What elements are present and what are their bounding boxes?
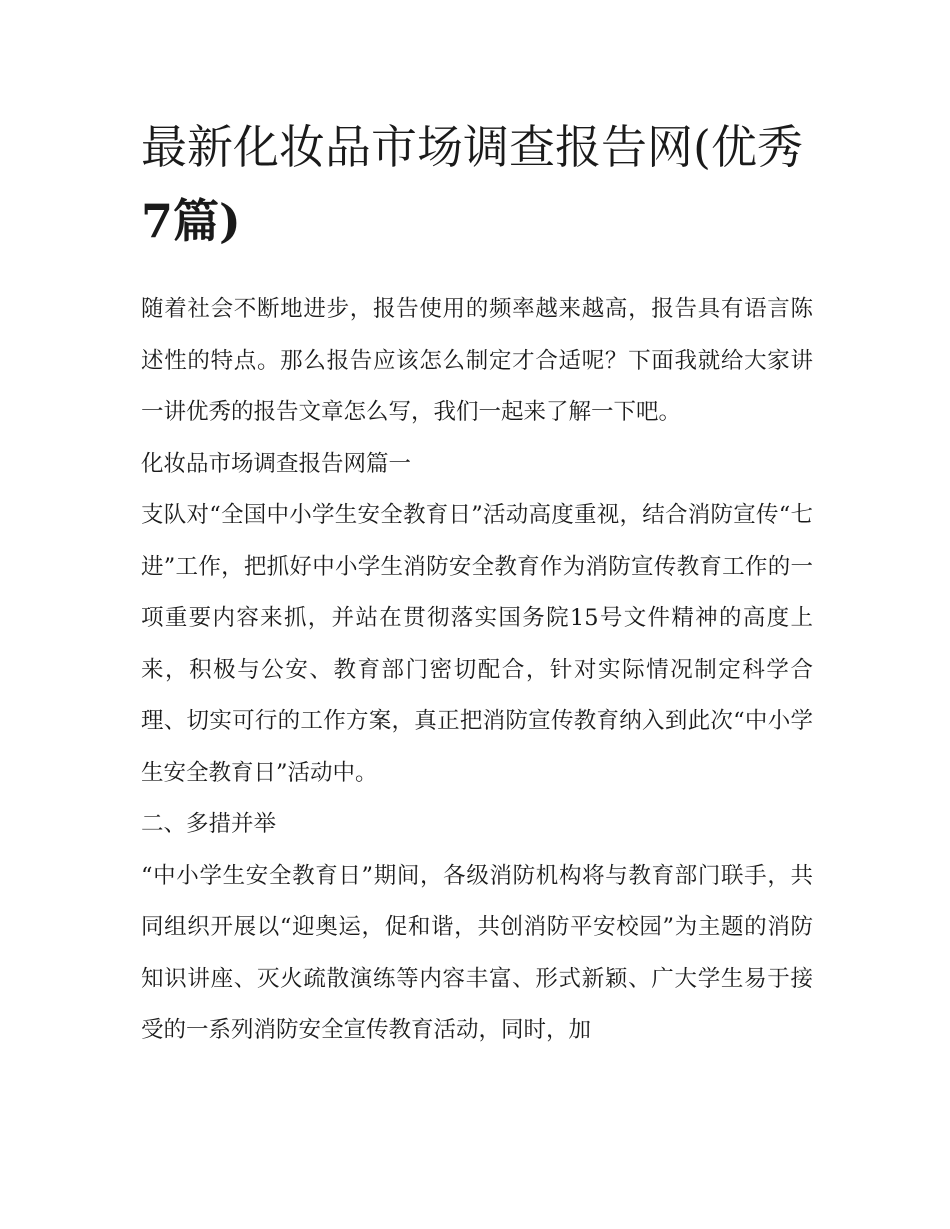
document-page: [141, 110, 813, 1057]
document-body: [141, 284, 813, 1057]
intro-paragraph: 随着社会不断地进步，报告使用的频率越来越高，报告具有语言陈述性的特点。那么报告应该怎么制定才合适呢？下面我就给大家讲一讲优秀的报告文章怎么写，我们一起来了解一下吧。: [141, 296, 813, 425]
title-count: 7篇): [141, 194, 241, 248]
document-title: 最新化妆品市场调查报告网(优秀7篇): [141, 120, 803, 248]
subheading-2: 二、多措并举: [141, 811, 277, 837]
section-heading-1: 化妆品市场调查报告网篇一: [141, 450, 412, 477]
subheading-2-paragraph: “中小学生安全教育日”期间，各级消防机构将与教育部门联手，共同组织开展以“迎奥运，促和谐，共创消防平安校园”为主题的消防知识讲座、灭火疏散演练等内容丰富、形式新颖、广大学生易于接受的一系列消防安全宣传教育活动，同时，加: [141, 862, 813, 1043]
section-1-paragraph: 支队对“全国中小学生安全教育日”活动高度重视，结合消防宣传“七进”工作，把抓好中小学生消防安全教育作为消防宣传教育工作的一项重要内容来抓，并站在贯彻落实国务院15号文件精神的高度上来，积极与公安、教育部门密切配合，针对实际情况制定科学合理、切实可行的工作方案，真正把消防宣传教育纳入到此次“中小学生安全教育日”活动中。: [141, 502, 813, 786]
